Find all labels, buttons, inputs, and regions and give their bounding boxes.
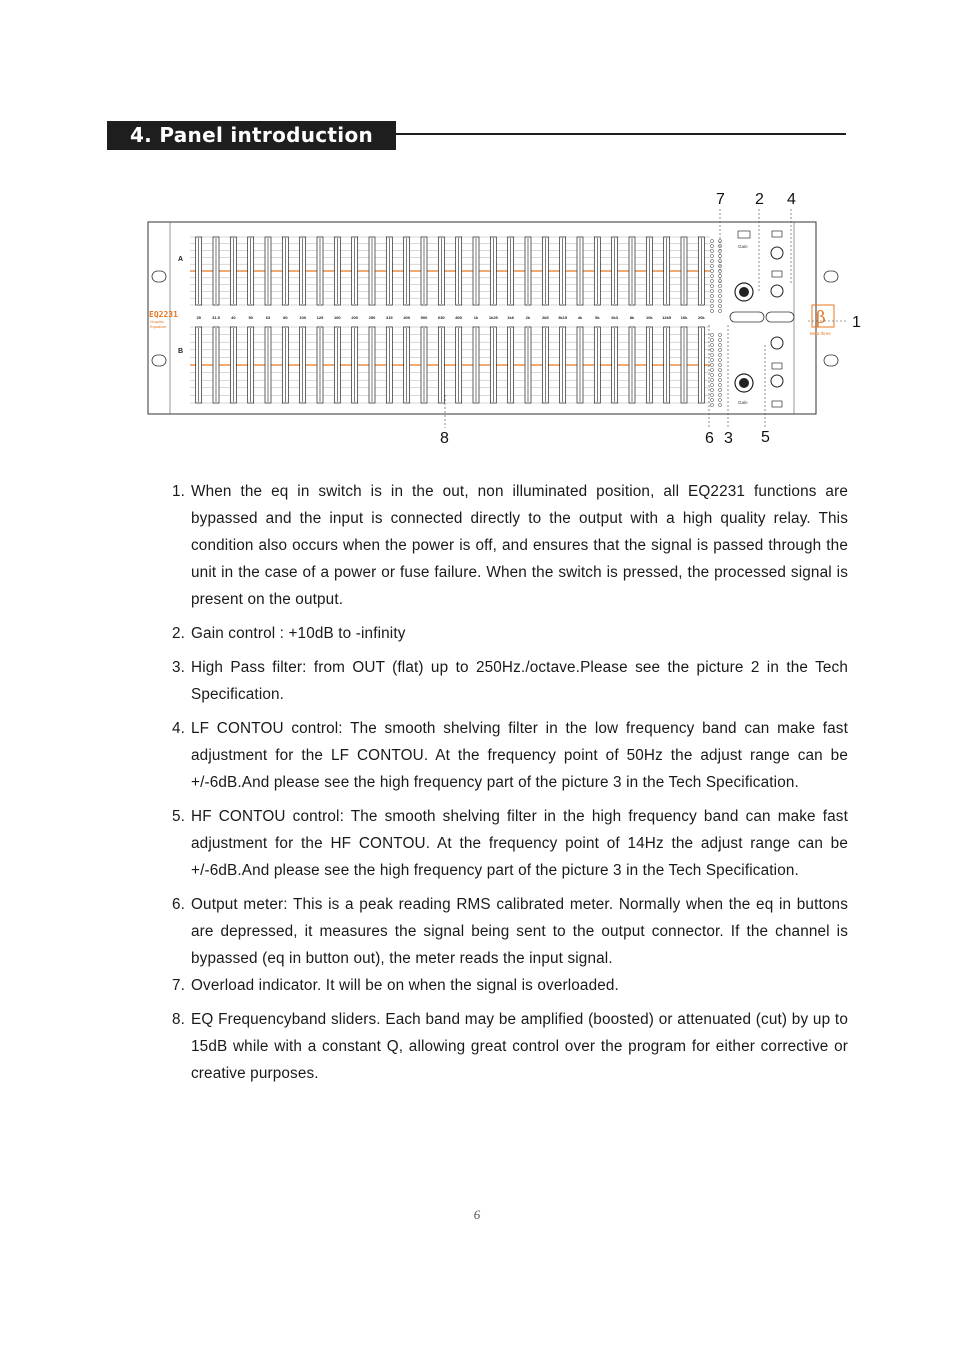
description-list — [172, 478, 848, 1094]
band-label: 1k — [473, 315, 479, 320]
band-label: 63 — [265, 315, 271, 320]
lf-knob-b[interactable] — [771, 337, 783, 349]
gain-label-a: Gain — [738, 244, 748, 249]
band-label: 400 — [403, 315, 411, 320]
list-item — [172, 620, 848, 647]
list-item — [172, 654, 848, 708]
panel-diagram — [140, 185, 880, 450]
gain-label-b: Gain — [738, 400, 748, 405]
list-item-text: EQ Frequencyband sliders. Each band may be amplified (boosted) or attenuated (cut) by up to 15dB while with a constant Q, allowing great control over the program for either corrective or creative purposes. — [191, 1011, 848, 1082]
band-label: 200 — [351, 315, 359, 320]
list-item-text: Overload indicator. It will be on when the signal is overloaded. — [191, 977, 619, 994]
band-label: 800 — [455, 315, 463, 320]
band-label: 16k — [680, 315, 688, 320]
band-label: 25 — [196, 315, 201, 320]
list-item-number: 2. — [172, 625, 186, 642]
list-item-text: When the eq in switch is in the out, non illuminated position, all EQ2231 functions are bypassed and the input is connected directly to the output with a high quality relay. This condition also occurs when the power is off, and ensures that the signal is passed through the unit in the case of a power or fuse failure. When the switch is pressed, the processed signal is present on the output. — [191, 483, 848, 608]
band-label: 8k — [629, 315, 635, 320]
list-item-number: 8. — [172, 1011, 186, 1028]
rack-slot-right-top — [824, 271, 838, 282]
list-item — [172, 972, 848, 999]
band-label: 315 — [385, 315, 393, 320]
lf-knob-a[interactable] — [771, 247, 783, 259]
callout-1: 1 — [852, 314, 861, 331]
list-item-text: HF CONTOU control: The smooth shelving filter in the high frequency band can make fast adjustment for the HF CONTOU. At the frequency point of 14Hz the adjust range can be +/-6dB.And please see the high frequency part of the picture 3 in the Tech Specification. — [191, 808, 848, 879]
band-label: 1k25 — [488, 315, 498, 320]
model-subtitle-2: Equalizer — [150, 324, 167, 329]
list-item-text: Gain control : +10dB to -infinity — [191, 625, 406, 642]
list-item — [172, 1006, 848, 1087]
list-item-number: 4. — [172, 720, 186, 737]
list-item-text: Output meter: This is a peak reading RMS calibrated meter. Normally when the eq in buttons are depressed, it measures the signal being sent to the output connector. If the channel is bypassed (eq in button out), the meter reads the input signal. — [191, 896, 848, 967]
band-label: 160 — [333, 315, 341, 320]
band-label: 500 — [420, 315, 428, 320]
list-item-number: 3. — [172, 659, 186, 676]
band-label: 10k — [645, 315, 653, 320]
band-label: 31.5 — [212, 315, 220, 320]
list-item — [172, 715, 848, 796]
band-label: 5k — [595, 315, 600, 320]
list-item-text: LF CONTOU control: The smooth shelving filter in the low frequency band can make fast adjustment for the LF CONTOU. At the frequency point of 50Hz the adjust range can be +/-6dB.And please see the high frequency part of the picture 3 in the Tech Specification. — [191, 720, 848, 791]
band-label: 3k15 — [558, 315, 568, 320]
callout-6: 6 — [705, 430, 714, 447]
callout-8: 8 — [440, 430, 449, 447]
band-label: 4k — [577, 315, 583, 320]
list-item-number: 7. — [172, 977, 186, 994]
callout-5: 5 — [761, 429, 770, 446]
callout-4: 4 — [787, 191, 796, 208]
hf-knob-b[interactable] — [771, 375, 783, 387]
list-item — [172, 891, 848, 972]
band-label: 2k5 — [541, 315, 549, 320]
hf-knob-a[interactable] — [771, 285, 783, 297]
band-label: 40 — [231, 315, 236, 320]
band-label: 50 — [248, 315, 253, 320]
band-label: 2k — [525, 315, 531, 320]
band-label: 80 — [283, 315, 288, 320]
band-label: 630 — [437, 315, 445, 320]
band-label: 6k3 — [611, 315, 619, 320]
list-item — [172, 803, 848, 884]
model-subtitle-1: Graphic — [150, 319, 165, 324]
band-label: 1k6 — [507, 315, 515, 320]
band-label: 20k — [697, 315, 705, 320]
callout-3: 3 — [724, 430, 733, 447]
list-item-number: 1. — [172, 483, 186, 500]
channel-b-label: B — [178, 348, 184, 355]
list-item-number: 5. — [172, 808, 186, 825]
brand-name: Beta three — [810, 331, 831, 336]
band-label: 12k5 — [662, 315, 672, 320]
band-label: 250 — [368, 315, 376, 320]
rack-slot-right-bottom — [824, 355, 838, 366]
list-item — [172, 478, 848, 613]
callout-7: 7 — [716, 191, 725, 208]
band-label: 100 — [299, 315, 307, 320]
title-rule — [396, 133, 846, 135]
brand-logo-symbol: β — [816, 308, 826, 328]
list-item-number: 6. — [172, 896, 186, 913]
band-label: 125 — [316, 315, 324, 320]
channel-a-label: A — [178, 256, 184, 263]
callout-2: 2 — [755, 191, 764, 208]
section-title: 4. Panel introduction — [107, 121, 396, 150]
model-name: EQ2231 — [149, 310, 178, 319]
page-number: 6 — [473, 1207, 481, 1222]
list-item-text: High Pass filter: from OUT (flat) up to 250Hz./octave.Please see the picture 2 in the Tech Specification. — [191, 659, 848, 703]
